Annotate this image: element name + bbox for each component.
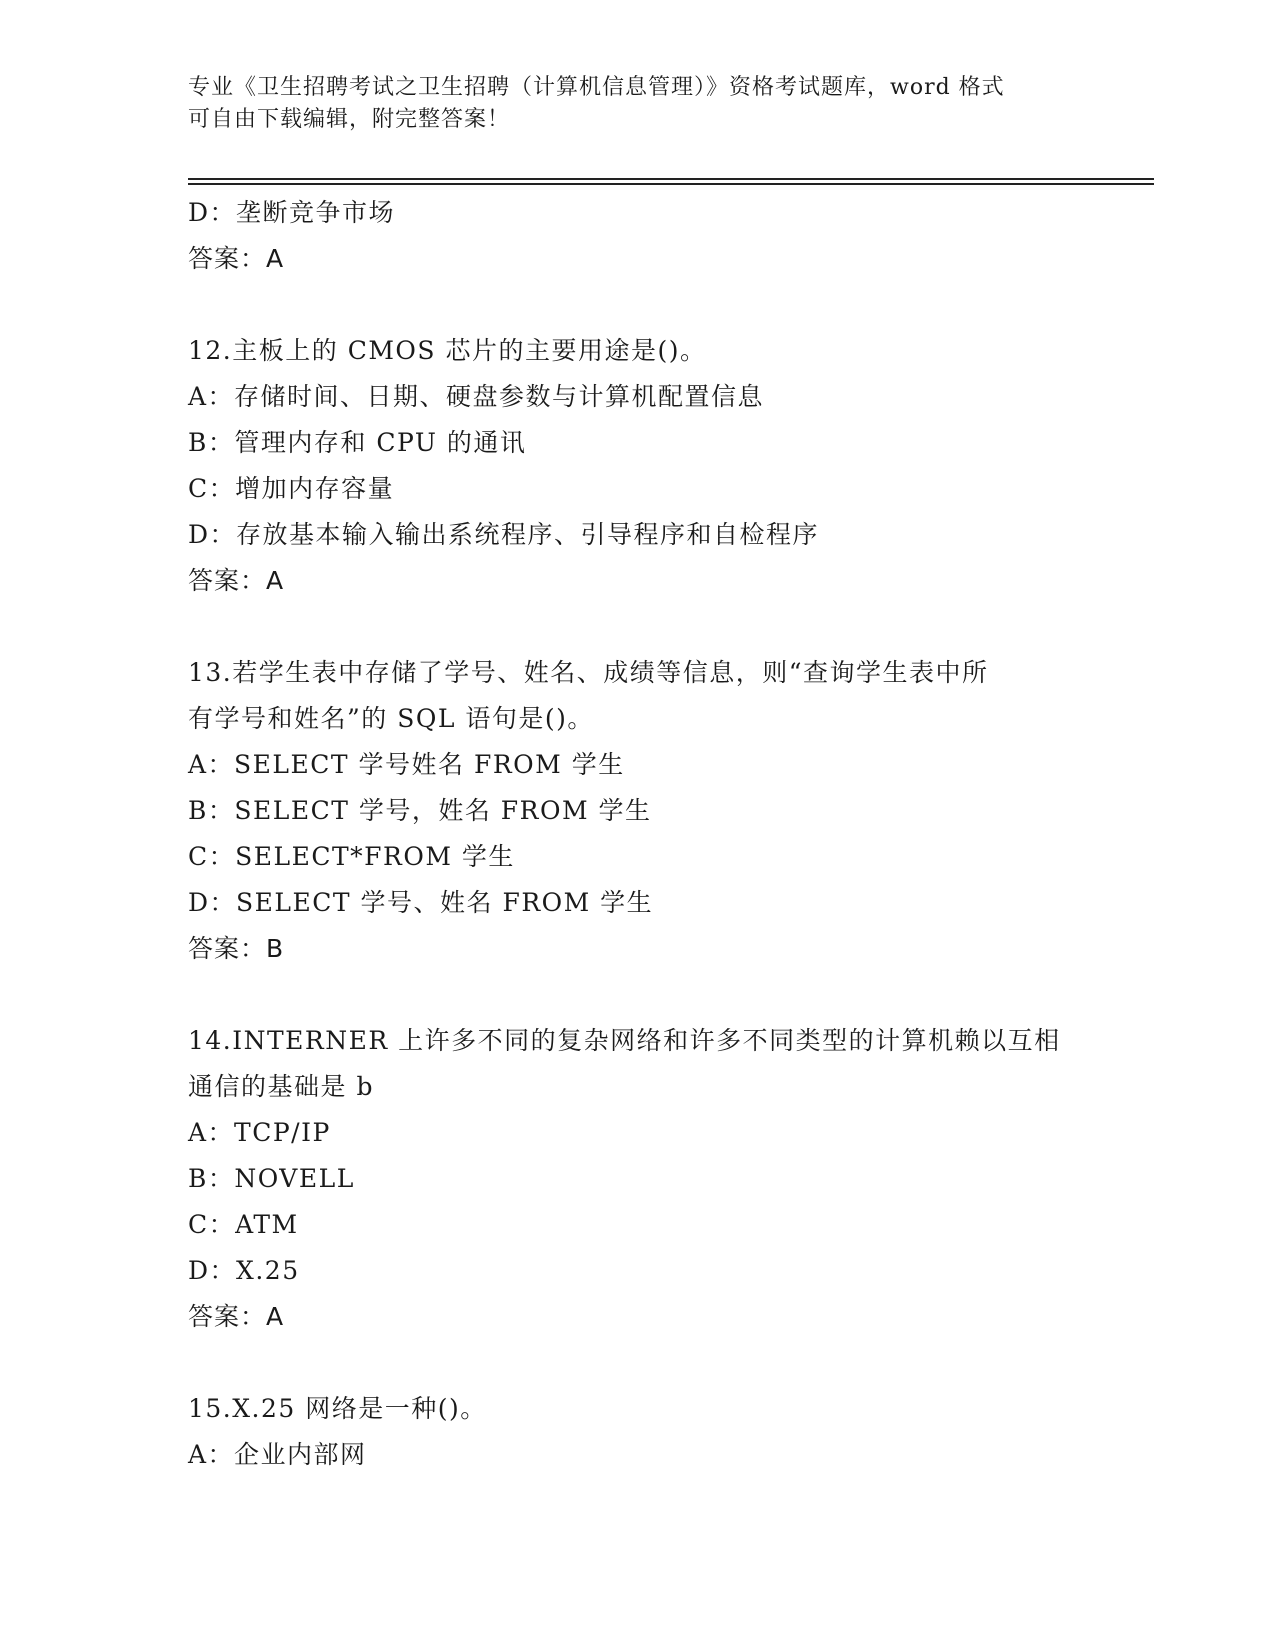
option-b: B：SELECT 学号，姓名 FROM 学生	[188, 796, 652, 825]
option-a: A：企业内部网	[188, 1440, 367, 1469]
option-b: B：NOVELL	[188, 1164, 355, 1193]
document-header	[188, 72, 1088, 136]
spacer	[188, 282, 1088, 328]
header-line-2: 可自由下载编辑，附完整答案！	[188, 107, 511, 132]
option-c: C：SELECT*FROM 学生	[188, 842, 515, 871]
option-c: C：增加内存容量	[188, 474, 395, 503]
question-content	[188, 190, 1088, 1478]
option-b: B：管理内存和 CPU 的通讯	[188, 428, 527, 457]
spacer	[188, 1340, 1088, 1386]
header-divider-top	[188, 178, 1154, 180]
spacer	[188, 972, 1088, 1018]
question-stem: 15.X.25 网络是一种()。	[188, 1394, 487, 1423]
option-a: A：TCP/IP	[188, 1118, 331, 1147]
question-12	[188, 328, 1088, 604]
option-a: A：SELECT 学号姓名 FROM 学生	[188, 750, 625, 779]
option-d: D：X.25	[188, 1256, 300, 1285]
option-c: C：ATM	[188, 1210, 299, 1239]
question-stem-line-1: 13.若学生表中存储了学号、姓名、成绩等信息，则“查询学生表中所	[188, 658, 989, 687]
question-stem-line-2: 有学号和姓名”的 SQL 语句是()。	[188, 704, 594, 733]
question-13	[188, 650, 1088, 972]
answer: 答案：A	[188, 566, 285, 595]
answer: 答案：A	[188, 1302, 285, 1331]
header-divider-bottom	[188, 183, 1154, 185]
question-stem: 12.主板上的 CMOS 芯片的主要用途是()。	[188, 336, 707, 365]
prev-option-d: D：垄断竞争市场	[188, 198, 396, 227]
option-d: D：SELECT 学号、姓名 FROM 学生	[188, 888, 654, 917]
question-14	[188, 1018, 1088, 1340]
prev-answer: 答案：A	[188, 244, 285, 273]
answer: 答案：B	[188, 934, 285, 963]
question-stem-line-1: 14.INTERNER 上许多不同的复杂网络和许多不同类型的计算机赖以互相	[188, 1026, 1061, 1055]
spacer	[188, 604, 1088, 650]
header-line-1: 专业《卫生招聘考试之卫生招聘（计算机信息管理）》资格考试题库，word 格式	[188, 75, 1005, 100]
option-a: A：存储时间、日期、硬盘参数与计算机配置信息	[188, 382, 765, 411]
question-stem-line-2: 通信的基础是 b	[188, 1072, 374, 1101]
option-d: D：存放基本输入输出系统程序、引导程序和自检程序	[188, 520, 820, 549]
question-15	[188, 1386, 1088, 1478]
